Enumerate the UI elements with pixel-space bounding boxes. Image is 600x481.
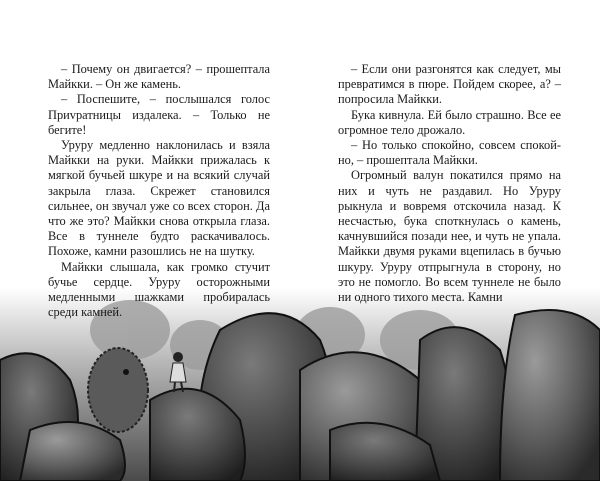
paragraph: – Почему он двигается? – прошептала Майкки. – Он же камень. bbox=[48, 62, 270, 92]
paragraph: Бука кивнула. Ей было страшно. Все ее огромное тело дрожало. bbox=[338, 107, 561, 137]
left-page-text bbox=[48, 62, 270, 320]
paragraph: – Поспешите, – послышался голос Приvратницы издалека. – Только не бегите! bbox=[48, 92, 270, 137]
furry-creature bbox=[88, 348, 148, 432]
paragraph: – Если они разгонятся как следует, мы превратимся в пюре. Пойдем скорее, а? – попросила Майкки. bbox=[338, 62, 561, 107]
right-page-text bbox=[338, 62, 561, 305]
paragraph: Огромный валун покатился прямо на них и чуть не раздавил. Но Уруру рыкнула и вовремя отскочила назад. К несчастью, бука споткнулась о камень, качнувшийся позади нее, и чуть не упала. Майкки двумя руками вцепилась в бучью шкуру. Уруру отпрыгнула в сторону, но это не помогло. Во всем туннеле не было ни одного тихого места. Камни bbox=[338, 168, 561, 305]
paragraph: Майкки слышала, как громко стучит бучье сердце. Уруру осторожными медленными шажками пробиралась среди камней. bbox=[48, 259, 270, 320]
paragraph: – Но только спокойно, совсем спокойно, – прошептала Майкки. bbox=[338, 138, 561, 168]
paragraph: Уруру медленно наклонилась и взяла Майкки на руки. Майкки прижалась к мягкой бучьей шкуре и на всякий случай закрыла глаза. Скрежет становился сильнее, он звучал уже со всех сторон. Да что же это? Майкки снова открыла глаза. Все в туннеле будто раскачивалось. Похоже, камни разошлись не на шутку. bbox=[48, 138, 270, 259]
